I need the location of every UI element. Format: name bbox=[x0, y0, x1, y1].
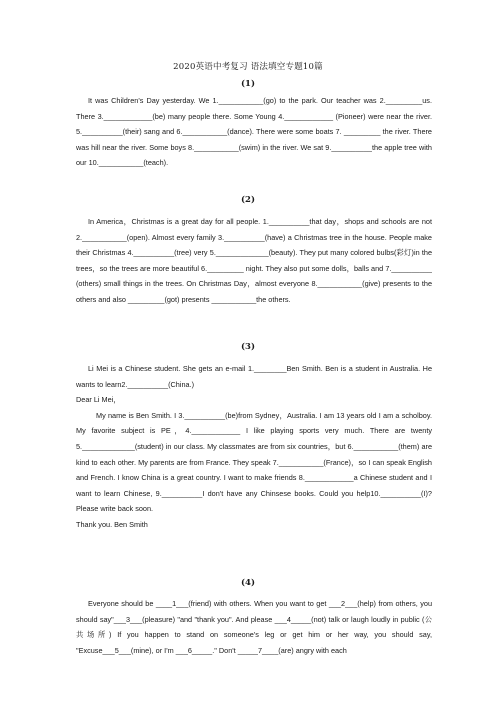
section-heading-3: (3) bbox=[241, 342, 255, 352]
section-2-paragraph: In America，Christmas is a great day for all people. 1.__________that day，shops and schools are not 2.___________(open). Almost every family 3.__________(have) a Christmas tree in the house. People make their Christmas 4.__________(tree) very 5._____________(beauty). They put many colored bulbs(彩灯)in the trees，so the trees are more beautiful 6._________ night. They also put some dolls，balls and 7.__________ (others) small things in the trees. On Christmas Day，almost everyone 8.___________(give) presents to the others and also _________(got) presents ___________the others. bbox=[76, 217, 432, 304]
section-heading-1: (1) bbox=[241, 79, 255, 89]
letter-body: My name is Ben Smith. I 3.__________(be)from Sydney，Australia. I am 13 years old I am a scholboy. My favorite subject is PE，4.____________ I like playing sports very much. There are twenty 5._____________(student) in our class. My classmates are from six countries，but 6.___________(them) are kind to each other. My parents are from France. They speak 7.___________(France)，so I can speak English and French. I know China is a great country. I want to make friends 8.____________a Chinese student and I want to learn Chinese, 9.__________I don't have any Chinsese books. Could you help10.__________(I)? Please write back soon. bbox=[76, 410, 432, 514]
document-title: 2020英语中考复习 语法填空专题10篇 bbox=[173, 62, 323, 72]
section-body-4 bbox=[76, 596, 432, 658]
section-4-paragraph: Everyone should be ____1___(friend) with others. When you want to get ___2___(help) from others, you should say"___3___(pleasure) "and "thank you". And please ___4_____(not) talk or laugh loudly in public (公共场所) If you happen to stand on someone's leg or get him or her way, you should say, "Excuse___5___(mine), or I'm ___6_____." Don't _____7____(are) angry with each bbox=[76, 599, 432, 655]
section-body-1 bbox=[76, 93, 432, 171]
section-body-2 bbox=[76, 214, 432, 308]
letter-greeting: Dear Li Mei， bbox=[76, 395, 121, 405]
section-body-3 bbox=[76, 361, 432, 533]
section-3-intro: Li Mei is a Chinese student. She gets an e-mail 1.________Ben Smith. Ben is a student in Australia. He wants to learn2.__________(China.) bbox=[76, 364, 432, 389]
letter-signoff: Thank you. Ben Smith bbox=[76, 519, 148, 529]
section-1-paragraph: It was Children's Day yesterday. We 1.___________(go) to the park. Our teacher was 2._________us. There 3.____________(be) many people there. Some Young 4.____________ (Pioneer) were near the river. 5.__________(their) sang and 6.___________(dance). There were some boats 7. _________ the river. There was hill near the river. Some boys 8.___________(swim) in the river. We sat 9.__________the apple tree with our 10.___________(teach). bbox=[76, 96, 432, 168]
section-heading-4: (4) bbox=[241, 578, 255, 588]
section-heading-2: (2) bbox=[241, 195, 255, 205]
